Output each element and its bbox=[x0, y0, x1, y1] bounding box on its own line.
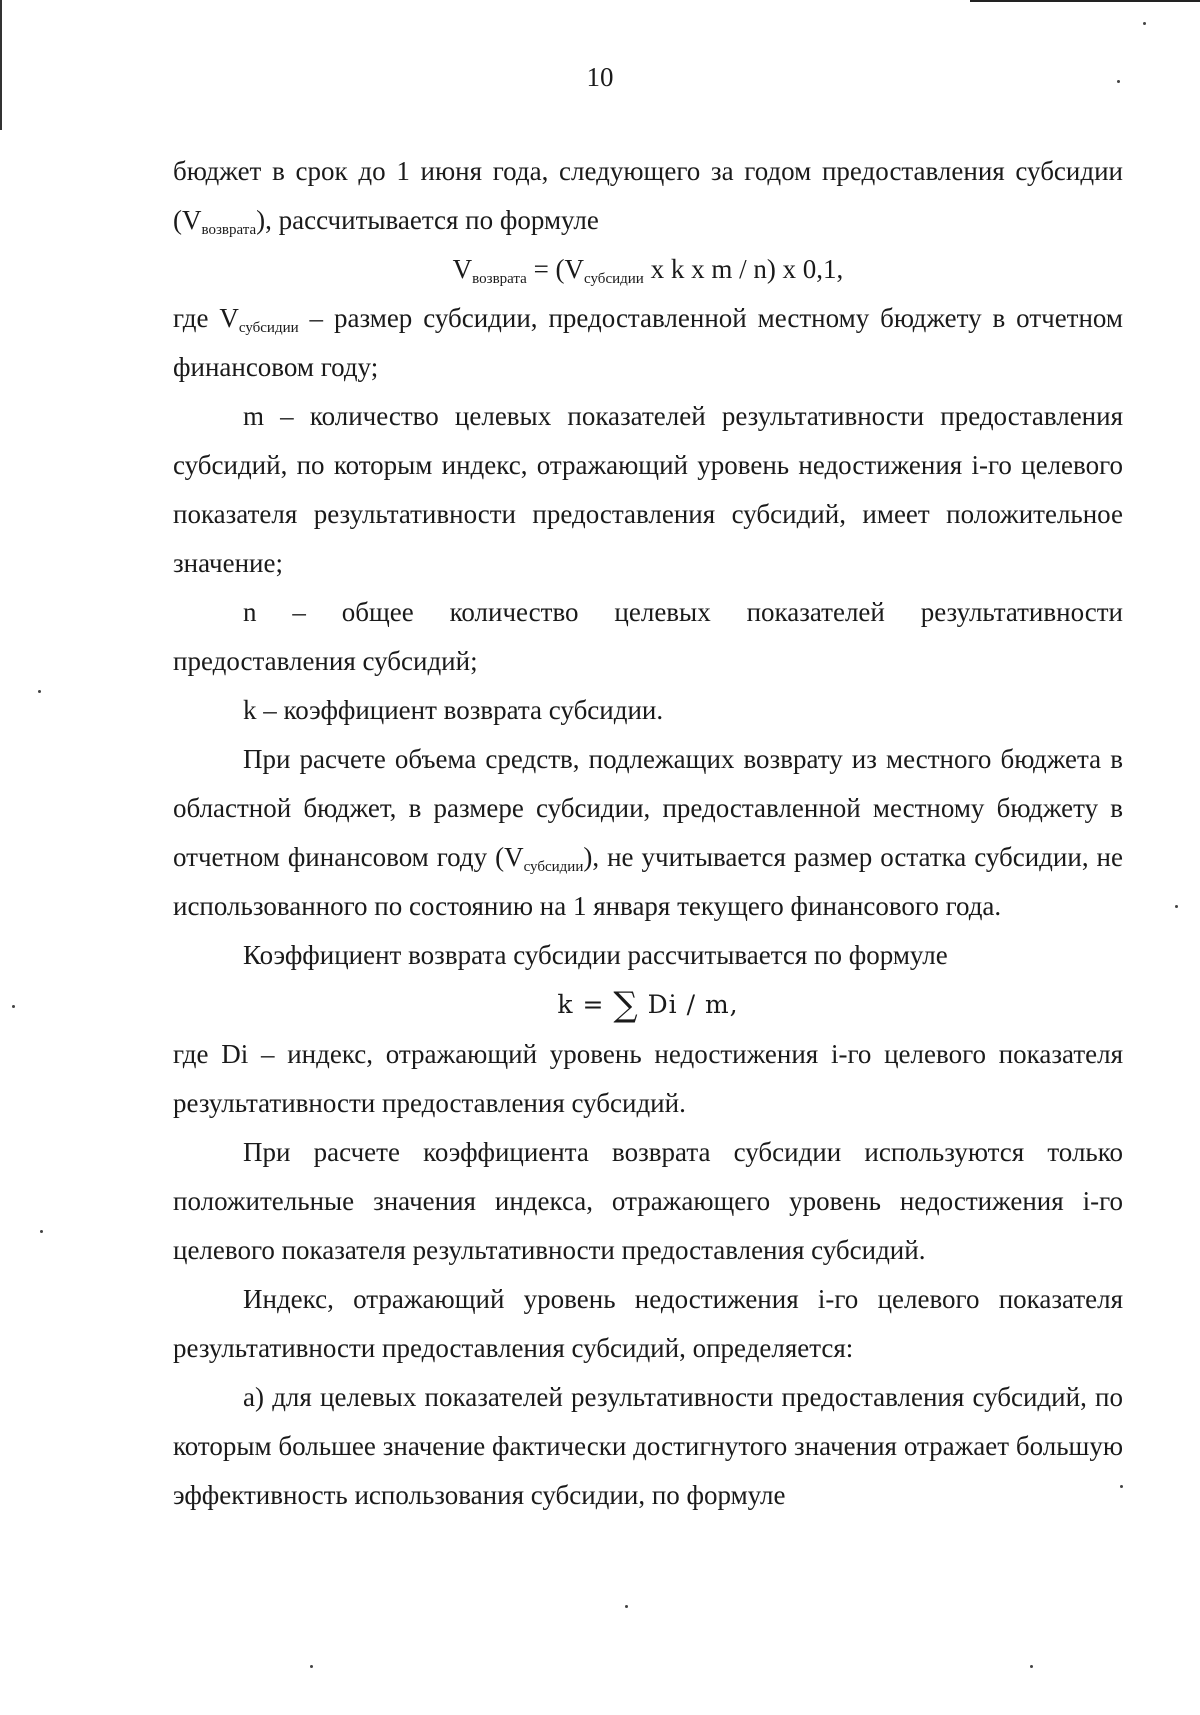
scan-speck bbox=[625, 1605, 628, 1608]
paragraph-calculation-note: При расчете объема средств, подлежащих возврату из местного бюджета в областной бюджет, в размере субсидии, предоставленной местному бюджету в отчетном финансовом году $(V_{субсидии})$, не учитывается размер остатка субсидии, не использованного по состоянию на 1 января текущего финансового года. bbox=[173, 744, 1123, 921]
paragraph-return-volume: бюджет в срок до 1 июня года, следующего за годом предоставления субсидии $(V_{возврата})$, рассчитывается по формуле bbox=[173, 156, 1123, 238]
scan-edge-line bbox=[970, 0, 1200, 2]
scan-speck bbox=[1175, 905, 1178, 908]
paragraph-positive-values: При расчете коэффициента возврата субсидии используются только положительные значения индекса, отражающего уровень недостижения i-го целевого показателя результативности предоставления субсидий. bbox=[173, 1137, 1123, 1265]
formula-return-volume: $V_{возврата} = (V_{субсидии}$ x k x m / n) x 0,1, bbox=[452, 254, 844, 287]
sum-symbol: ∑ bbox=[613, 985, 639, 1025]
scan-speck bbox=[40, 1230, 43, 1233]
scan-speck bbox=[1117, 80, 1120, 83]
document-body bbox=[173, 147, 1123, 1520]
scan-speck bbox=[12, 1005, 15, 1008]
paragraph-m-definition: m – количество целевых показателей результативности предоставления субсидий, по которым индекс, отражающий уровень недостижения i-го целевого показателя результативности предоставления субсидий, имеет положительное значение; bbox=[173, 401, 1123, 578]
paragraph-n-definition: n – общее количество целевых показателей результативности предоставления субсидий; bbox=[173, 597, 1123, 676]
paragraph-di-definition: где Di – индекс, отражающий уровень недостижения i-го целевого показателя результативности предоставления субсидий. bbox=[173, 1039, 1123, 1118]
scan-speck bbox=[1030, 1665, 1033, 1668]
scan-speck bbox=[38, 690, 41, 693]
page-number: 10 bbox=[586, 62, 614, 92]
paragraph-coefficient-intro: Коэффициент возврата субсидии рассчитывается по формуле bbox=[243, 940, 948, 970]
paragraph-index-determination: Индекс, отражающий уровень недостижения i-го целевого показателя результативности предоставления субсидий, определяется: bbox=[173, 1284, 1123, 1363]
paragraph-case-a: а) для целевых показателей результативности предоставления субсидий, по которым большее значение фактически достигнутого значения отражает большую эффективность использования субсидии, по формуле bbox=[173, 1382, 1123, 1510]
scan-speck bbox=[1143, 22, 1146, 25]
paragraph-v-subsidy-definition: где $V_{субсидии}$ – размер субсидии, предоставленной местному бюджету в отчетном финансовом году; bbox=[173, 303, 1124, 382]
formula-coefficient: k = ∑ Di / m, bbox=[557, 985, 739, 1025]
scan-speck bbox=[1120, 1485, 1123, 1488]
scan-speck bbox=[310, 1665, 313, 1668]
paragraph-k-definition: k – коэффициент возврата субсидии. bbox=[243, 695, 664, 725]
